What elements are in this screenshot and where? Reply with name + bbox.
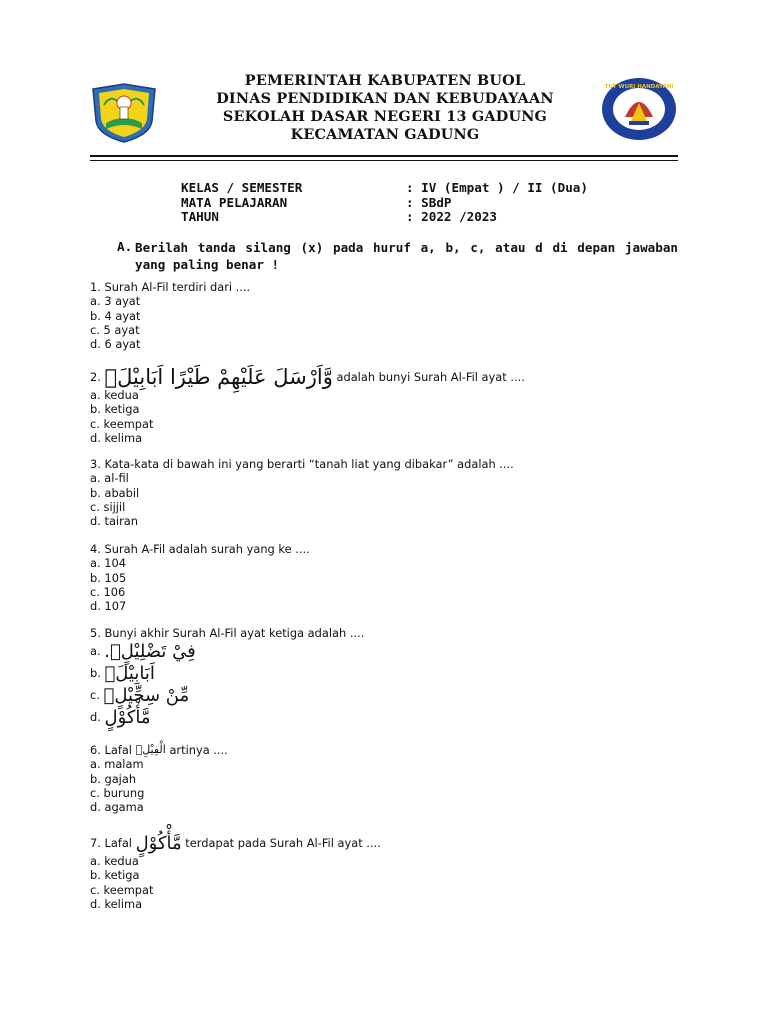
answer-option: a. kedua (90, 854, 139, 868)
logo-caption: TUT WURI HANDAYANI (604, 84, 674, 90)
header-divider (90, 155, 678, 157)
question-7 (90, 832, 381, 911)
buol-regency-emblem-icon (90, 83, 158, 143)
answer-option: a. 104 (90, 556, 126, 571)
answer-option: c. keempat (90, 882, 154, 897)
question-text: 7. Lafal (90, 836, 136, 850)
arabic-option: اَبَابِيْلَۙ (104, 663, 155, 685)
section-instruction: Berilah tanda silang (x) pada huruf a, b, c, atau d di depan jawaban yang paling benar ! (135, 240, 678, 272)
meta-value: : SBdP (406, 194, 452, 210)
header-line: KECAMATAN GADUNG (290, 126, 480, 143)
meta-value: : 2022 /2023 (406, 209, 497, 224)
answer-option (90, 640, 364, 662)
question-prompt: 5. Bunyi akhir Surah Al-Fil ayat ketiga adalah .... (90, 626, 365, 640)
question-1 (90, 280, 250, 351)
answer-option: d. tairan (90, 514, 138, 529)
option-letter: d. (90, 710, 101, 725)
question-2 (90, 366, 525, 445)
question-prompt (90, 743, 228, 757)
meta-key: MATA PELAJARAN (181, 194, 288, 210)
question-text: artinya .... (165, 743, 228, 757)
answer-option: b. 105 (90, 570, 127, 585)
question-text: terdapat pada Surah Al-Fil ayat .... (181, 836, 381, 850)
arabic-option: مِّنْ سِجِّيْلٍۙ (103, 685, 190, 707)
header-divider-thin (90, 160, 678, 161)
question-number: 2. (90, 370, 101, 384)
answer-option: c. 5 ayat (90, 322, 140, 337)
tut-wuri-handayani-emblem-icon (601, 77, 677, 141)
arabic-option: فِيْ تَضْلِيْلٍۙ. (104, 641, 196, 663)
answer-option: a. al-fil (90, 471, 129, 486)
question-3 (90, 457, 514, 528)
question-5 (90, 626, 364, 728)
arabic-verse: وَّاَرْسَلَ عَلَيْهِمْ طَيْرًا اَبَابِيْلَۙ (104, 365, 333, 389)
answer-option: a. 3 ayat (90, 294, 141, 309)
answer-option: a. kedua (90, 388, 139, 402)
answer-option: b. ketiga (90, 868, 140, 883)
meta-key: TAHUN (181, 209, 219, 224)
answer-option (90, 662, 364, 684)
answer-option: d. 6 ayat (90, 337, 141, 352)
answer-option: b. gajah (90, 771, 137, 786)
answer-option (90, 684, 364, 706)
option-letter: a. (90, 644, 101, 659)
header-line: SEKOLAH DASAR NEGERI 13 GADUNG (222, 108, 548, 125)
arabic-option: مَّأْكُوْلٍ (104, 707, 151, 729)
meta-value: : IV (Empat ) / II (Dua) (406, 180, 588, 195)
answer-option: b. ketiga (90, 402, 140, 417)
option-letter: c. (90, 688, 100, 703)
answer-option: d. agama (90, 800, 144, 815)
answer-option: c. burung (90, 785, 145, 800)
question-4 (90, 542, 310, 613)
arabic-word: الْفِيْلِۗ (135, 743, 166, 756)
answer-option: d. 107 (90, 599, 127, 614)
answer-option: c. sijjil (90, 499, 126, 514)
section-letter: A. (117, 239, 133, 254)
answer-option: b. 4 ayat (90, 308, 141, 323)
question-prompt (90, 366, 525, 388)
answer-option: c. 106 (90, 584, 126, 599)
arabic-word: مَّأْكُوْلٍ (135, 833, 182, 854)
option-letter: b. (90, 666, 101, 681)
answer-option: a. malam (90, 757, 144, 772)
header-line: DINAS PENDIDIKAN DAN KEBUDAYAAN (216, 90, 554, 107)
question-6 (90, 743, 228, 814)
question-prompt (90, 832, 381, 854)
question-prompt: 3. Kata-kata di bawah ini yang berarti “tanah liat yang dibakar” adalah .... (90, 457, 514, 471)
meta-key: KELAS / SEMESTER (181, 180, 303, 195)
answer-option: b. ababil (90, 485, 140, 500)
question-prompt: 1. Surah Al-Fil terdiri dari .... (90, 280, 251, 294)
answer-option: c. keempat (90, 416, 154, 431)
answer-option: d. kelima (90, 430, 143, 445)
school-header (180, 72, 590, 144)
question-text: 6. Lafal (90, 743, 136, 757)
answer-option (90, 706, 364, 728)
answer-option: d. kelima (90, 896, 143, 911)
question-prompt: 4. Surah A-Fil adalah surah yang ke .... (90, 542, 310, 556)
question-text: adalah bunyi Surah Al-Fil ayat .... (332, 370, 525, 384)
header-line: PEMERINTAH KABUPATEN BUOL (244, 72, 526, 89)
